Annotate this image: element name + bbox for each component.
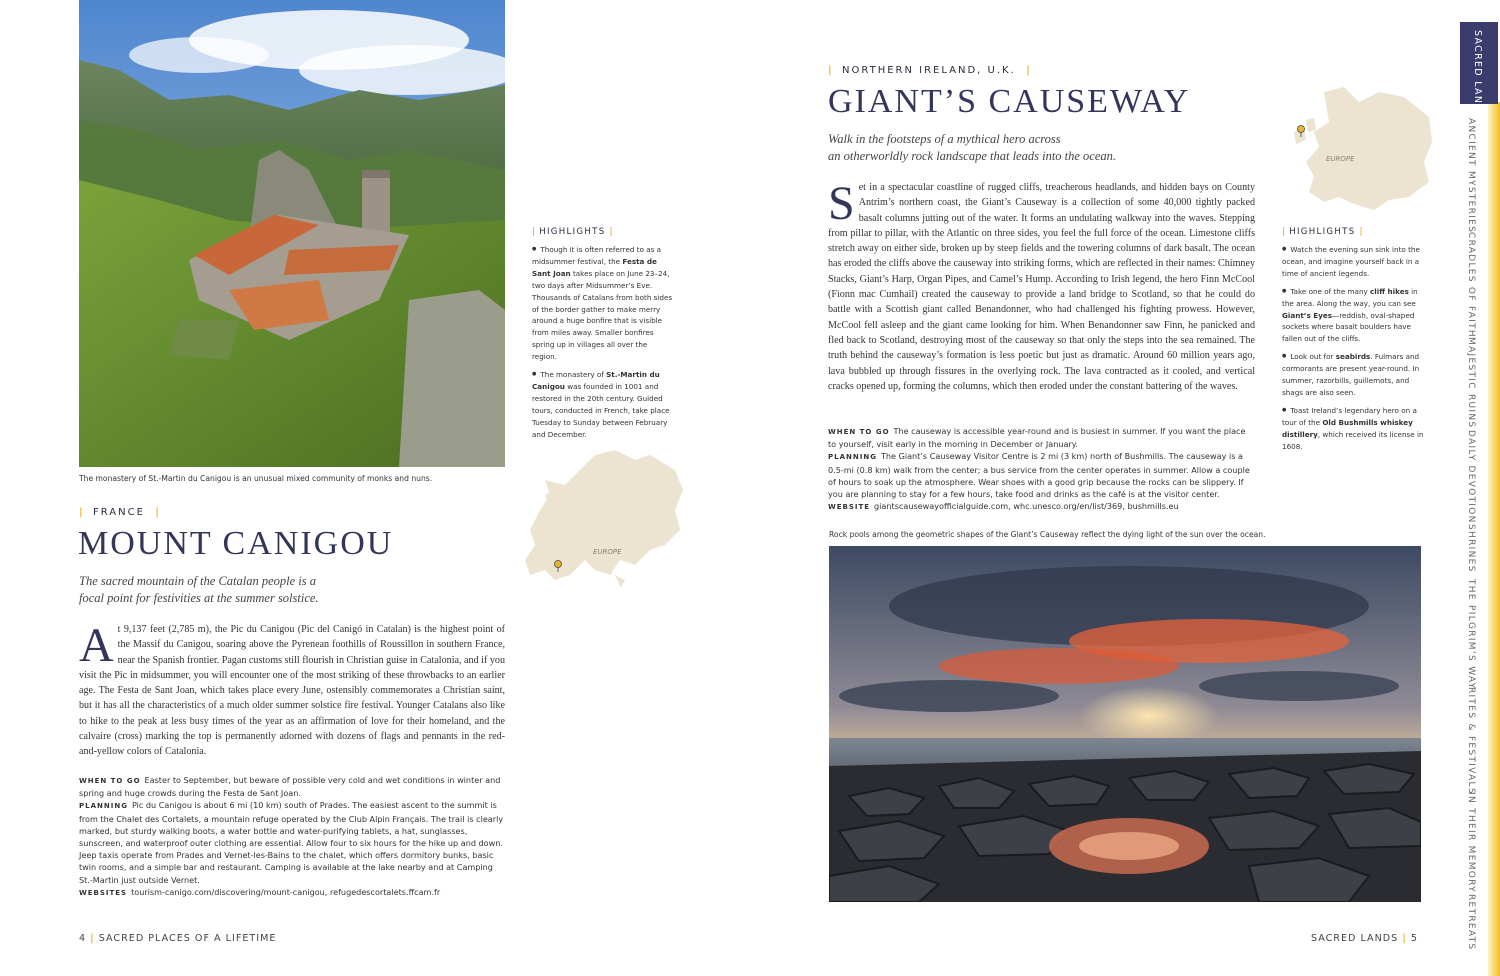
tab-sacred-lands-active[interactable]: SACRED LANDS	[1460, 22, 1498, 104]
tab-cradles-of-faith[interactable]: CRADLES OF FAITH	[1466, 232, 1476, 338]
article-body	[79, 619, 505, 760]
map-label-europe: EUROPE	[593, 548, 622, 556]
tab-accent-strip	[1488, 102, 1500, 976]
highlights-list	[532, 244, 674, 441]
causeway-photo-caption: Rock pools among the geometric shapes of the Giant’s Causeway reflect the dying light of the sun over the ocean.	[829, 530, 1266, 539]
website-label: WEBSITE	[828, 503, 871, 512]
kicker-label: FRANCE	[93, 507, 145, 518]
highlights-label: HIGHLIGHTS	[1289, 227, 1356, 237]
when-to-go	[79, 774, 505, 799]
europe-locator-map-france	[525, 450, 685, 590]
website-text: giantscausewayofficialguide.com, whc.unesco.org/en/list/369, bushmills.eu	[874, 501, 1179, 512]
right-folio: SACRED LANDS | 5	[1310, 933, 1418, 944]
when-text: Easter to September, but beware of possible very cold and wet conditions in winter and spring and huge crowds during the Festa de Sant Joan.	[79, 775, 501, 799]
tab-majestic-ruins[interactable]: MAJESTIC RUINS	[1466, 337, 1476, 429]
tab-ancient-mysteries[interactable]: ANCIENT MYSTERIES	[1466, 118, 1476, 234]
highlight-item: ● Take one of the many cliff hikes in the area. Along the way, you can see Giant’s Eyes—reddish, oval-shaped sockets where basalt boulders have fallen out of the cliffs.	[1282, 286, 1424, 346]
kicker-label: NORTHERN IRELAND, U.K.	[842, 65, 1016, 76]
websites-label: WEBSITES	[79, 888, 128, 897]
when-label: WHEN TO GO	[828, 428, 890, 436]
article-dek	[828, 131, 1208, 165]
monastery-photo-caption: The monastery of St.-Martin du Canigou is an unusual mixed community of monks and nuns.	[79, 474, 433, 483]
causeway-photo	[829, 546, 1421, 902]
planning-label: PLANNING	[79, 802, 128, 811]
drop-cap: A	[79, 619, 114, 672]
dek-line-2: an otherworldly rock landscape that leads into the ocean.	[828, 149, 1117, 163]
website	[828, 500, 1255, 513]
left-folio: 4 | SACRED PLACES OF A LIFETIME	[79, 933, 277, 944]
dek-line-2: focal point for festivities at the summer solstice.	[79, 591, 319, 605]
practical-info	[79, 774, 505, 899]
highlights-sidebar-right	[1282, 227, 1424, 459]
when-label: WHEN TO GO	[79, 777, 141, 785]
highlights-list	[1282, 244, 1424, 453]
planning-text: The Giant’s Causeway Visitor Centre is 2 mi (3 km) north of Bushmills. The causeway is a 0.5-mi (0.8 km) walk from the center; a bus service from the center operates in summer. Allow a couple of hours to soak up the atmosphere. Wear shoes with a good grip because the rocks can be slippery. If you are planning to stay for a few hours, take food and drinks as the café is at the visitor center.	[828, 451, 1250, 500]
highlight-item: ● The monastery of St.-Martin du Canigou was founded in 1001 and restored in the 20th century. Guided tours, conducted in French, take place Tuesday to Sunday between February and December.	[532, 369, 674, 440]
left-running-head: SACRED PLACES OF A LIFETIME	[98, 933, 277, 944]
body-text: t 9,137 feet (2,785 m), the Pic du Canigou (Pic del Canigó in Catalan) is the highest point of the Massif du Canigou, soaring above the Pyrenean foothills of Roussillon in southern France, near the Spanish frontier. Pagan customs still flourish in Christian guise in Catalonia, and if you visit the Pic in midsummer, you will encounter one of the most striking of these throwbacks to an earlier age. The Festa de Sant Joan, which takes place every June, ostensibly commemorates a Christian saint, but it has all the characteristics of a much older summer solstice fire festival. Younger Catalans also like to hike to the peak at less busy times of the year as an affirmation of love for their homeland, and the calvaire (cross) marking the top is permanently adorned with dozens of flags and pennants in the red-and-yellow colors of Catalonia.	[79, 624, 505, 758]
practical-info	[828, 425, 1255, 513]
planning	[79, 799, 505, 885]
europe-locator-map-ireland	[1284, 82, 1434, 212]
planning	[828, 450, 1255, 500]
tab-shrines[interactable]: SHRINES	[1466, 524, 1476, 573]
highlights-heading: | HIGHLIGHTS |	[532, 227, 613, 237]
article-dek	[79, 573, 409, 607]
planning-text: Pic du Canigou is about 6 mi (10 km) south of Prades. The easiest ascent to the summit is from the Chalet des Cortalets, a mountain refuge operated by the Club Alpin Français. The trail is clearly marked, but sturdy walking boots, a water bottle and water-purifying tablets, a hat, sunglasses, sunscreen, and waterproof outer clothing are essential. Allow four to six hours for the hike up and down. Jeep taxis operate from Prades and Vernet-les-Bains to the chalet, which offers dormitory bunks, basic twin rooms, and a simple bar and restaurant. Camping is available at the lake nearby and at Camping St.-Martin just outside Vernet.	[79, 800, 504, 885]
article-title-mount-canigou: MOUNT CANIGOU	[78, 525, 394, 562]
right-page-number: 5	[1410, 933, 1418, 944]
tab-the-pilgrims-way[interactable]: THE PILGRIM’S WAY	[1466, 579, 1476, 690]
highlight-item: ● Look out for seabirds. Fulmars and cormorants are present year-round. In summer, razorbills, guillemots, and shags are also seen.	[1282, 351, 1424, 399]
article-title-giants-causeway: GIANT’S CAUSEWAY	[828, 83, 1191, 120]
highlight-item: ● Though it is often referred to as a midsummer festival, the Festa de Sant Joan takes place on June 23–24, two days after Midsummer’s Eve. Thousands of Catalans from both sides of the border gather to make merry around a huge bonfire that is visible from miles away. Smaller bonfires spring up in villages all over the region.	[532, 244, 674, 363]
websites	[79, 886, 505, 899]
planning-label: PLANNING	[828, 453, 877, 462]
country-kicker-france: | FRANCE |	[79, 507, 159, 518]
highlight-item: ● Watch the evening sun sink into the ocean, and imagine yourself back in a time of ancient legends.	[1282, 244, 1424, 280]
tab-daily-devotion[interactable]: DAILY DEVOTION	[1466, 430, 1476, 524]
right-running-head: SACRED LANDS	[1310, 933, 1399, 944]
when-text: The causeway is accessible year-round and is busiest in summer. If you want the place to yourself, visit early in the morning in December or January.	[828, 426, 1246, 450]
highlight-item: ● Toast Ireland’s legendary hero on a tour of the Old Bushmills whiskey distillery, which received its license in 1608.	[1282, 405, 1424, 453]
monastery-photo	[79, 0, 505, 467]
when-to-go	[828, 425, 1255, 450]
websites-text: tourism-canigo.com/discovering/mount-canigou, refugedescortalets.ffcam.fr	[131, 886, 441, 897]
left-page-number: 4	[79, 933, 87, 944]
highlights-label: HIGHLIGHTS	[539, 227, 606, 237]
side-tab-nav	[1460, 22, 1500, 976]
tab-rites-and-festivals[interactable]: RITES & FESTIVALS	[1466, 687, 1476, 795]
article-body	[828, 177, 1255, 394]
tab-retreats[interactable]: RETREATS	[1466, 894, 1476, 951]
country-kicker-northern-ireland: | NORTHERN IRELAND, U.K. |	[828, 65, 1030, 76]
map-label-europe: EUROPE	[1326, 155, 1355, 163]
dek-line-1: The sacred mountain of the Catalan people is a	[79, 574, 317, 588]
tab-in-their-memory[interactable]: IN THEIR MEMORY	[1466, 792, 1476, 893]
highlights-sidebar-left	[532, 227, 674, 447]
highlights-heading: | HIGHLIGHTS |	[1282, 227, 1363, 237]
body-text: et in a spectacular coastline of rugged cliffs, treacherous headlands, and hidden bays on County Antrim’s northern coast, the Giant’s Causeway is a collection of some 40,000 tightly packed basalt columns jutting out of the water. It forms an undulating walkway into the waves. Stepping from pillar to pillar, with the Atlantic on three sides, you feel the full force of the ocean. Limestone cliffs stretch away on either side, broken up by steep fields and the towering columns of dark basalt. The ocean has eroded the cliffs above the causeway into striking forms, which are reflected in their names: Chimney Stacks, Giant’s Harp, Organ Pipes, and Camel’s Hump. According to Irish legend, the hero Finn McCool (Fionn mac Cumhail) created the causeway to provide a land bridge to Scotland, so that he could do battle with a Scottish giant called Benandonner, who had challenged his fighting prowess. However, McCool fell asleep and the giant came looking for him. When Benandonner saw Finn, he panicked and fled back to Scotland, destroying most of the causeway so that only the steps into the sea remained. The truth behind the causeway’s formation is less poetic but just as dramatic. Around 60 million years ago, lava bubbled up through fissures in the overlying rock. The lava contracted as it cooled, and vertical cracks opened up, forming the columns, which then eroded under the constant battering of the waves.	[828, 182, 1255, 392]
dek-line-1: Walk in the footsteps of a mythical hero across	[828, 132, 1061, 146]
drop-cap: S	[828, 177, 855, 230]
